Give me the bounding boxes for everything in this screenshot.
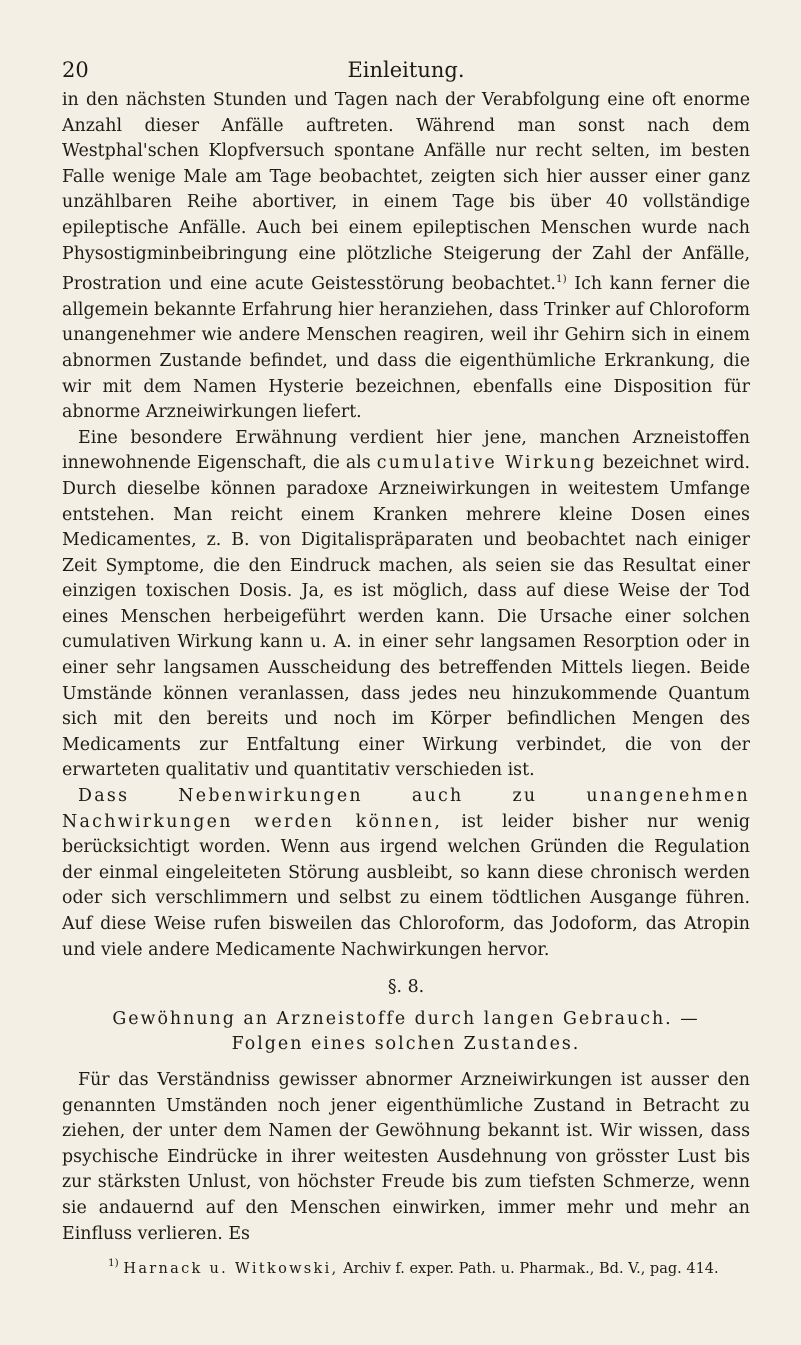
- paragraph: [62, 88, 750, 426]
- footnote: [62, 1253, 750, 1279]
- section-title-line: Folgen eines solchen Zustandes.: [231, 1034, 581, 1055]
- page-number: 20: [62, 58, 89, 82]
- spaced-emphasis: cumulative Wirkung: [376, 453, 597, 474]
- section-number: §. 8.: [387, 977, 425, 998]
- paragraph-text: ist leider bisher nur wenig berücksichtigt worden. Wenn aus irgend welchen Gründen die Regulation der einmal eingeleiteten Störung ausbleibt, so kann diese chronisch werden oder sich verschlimmern und selbst zu einem tödtlichen Ausgange führen. Auf diese Weise rufen bisweilen das Chloroform, das Jodoform, das Atropin und viele andere Medicamente Nachwirkungen hervor.: [62, 811, 750, 960]
- paragraph-text: bezeichnet wird. Durch dieselbe können paradoxe Arzneiwirkungen in weitestem Umfange entstehen. Man reicht einem Kranken mehrere kleine Dosen eines Medicamentes, z. B. von Digitalispräparaten und beobachtet nach einiger Zeit Symptome, die den Eindruck machen, als seien sie das Resultat einer einzigen toxischen Dosis. Ja, es ist möglich, dass auf diese Weise der Tod eines Menschen herbeigeführt werden kann. Die Ursache einer solchen cumulativen Wirkung kann u. A. in einer sehr langsamen Resorption oder in einer sehr langsamen Ausscheidung des betreffenden Mittels liegen. Beide Umstände können veranlassen, dass jedes neu hinzukommende Quantum sich mit den bereits und noch im Körper befindlichen Mengen des Medicaments zur Entfaltung einer Wirkung verbindet, die von der erwarteten qualitativ und quantitativ verschieden ist.: [62, 453, 751, 781]
- footnote-text: Archiv f. exper. Path. u. Pharmak., Bd. V., pag. 414.: [338, 1261, 719, 1278]
- paragraph-text: Ich kann ferner die allgemein bekannte Erfahrung hier heranziehen, dass Trinker auf Chloroform unangenehmer wie andere Menschen reagiren, weil ihr Gehirn sich in einem abnormen Zustande befindet, und dass die eigenthümliche Erkrankung, die wir mit dem Namen Hysterie bezeichnen, ebenfalls eine Disposition für abnorme Arzneiwirkungen liefert.: [62, 274, 750, 423]
- footnote-marker: 1): [108, 1257, 119, 1270]
- spaced-emphasis: Dass Nebenwirkungen auch zu unangenehmen Nachwirkungen werden können,: [62, 786, 750, 832]
- section-title: [62, 1007, 750, 1058]
- footnote-reference[interactable]: 1): [555, 273, 567, 286]
- paragraph: [62, 1068, 750, 1247]
- paragraph-text: Eine besondere Erwähnung verdient hier jene, manchen Arzneistoffen innewohnende Eigenschaft, die als: [62, 427, 750, 474]
- paragraph: [62, 426, 750, 784]
- paragraph: [62, 784, 750, 963]
- header-title: Einleitung.: [347, 58, 465, 82]
- section-title-line: Gewöhnung an Arzneistoffe durch langen Gebrauch. —: [112, 1008, 700, 1029]
- page-body: [62, 88, 750, 1279]
- paragraph-text: Für das Verständniss gewisser abnormer Arzneiwirkungen ist ausser den genannten Umständen noch jener eigenthümliche Zustand in Betracht zu ziehen, der unter dem Namen der Gewöhnung bekannt ist. Wir wissen, dass psychische Eindrücke in ihrer weitesten Ausdehnung von grösster Lust bis zur stärksten Unlust, von höchster Freude bis zum tiefsten Schmerze, wenn sie andauernd auf den Menschen einwirken, immer mehr und mehr an Einfluss verlieren. Es: [62, 1069, 750, 1244]
- paragraph-text: in den nächsten Stunden und Tagen nach der Verabfolgung eine oft enorme Anzahl dieser Anfälle auftreten. Während man sonst nach dem Westphal'schen Klopfversuch spontane Anfälle nur recht selten, im besten Falle wenige Male am Tage beobachtet, zeigten sich hier ausser einer ganz unzählbaren Reihe abortiver, in einem Tage bis über 40 vollständige epileptische Anfälle. Auch bei einem epileptischen Menschen wurde nach Physostigminbeibringung eine plötzliche Steigerung der Zahl der Anfälle, Prostration und eine acute Geistesstörung beobachtet.: [62, 90, 750, 295]
- footnote-authors: Harnack u. Witkowski,: [123, 1261, 339, 1278]
- running-head: [62, 58, 750, 88]
